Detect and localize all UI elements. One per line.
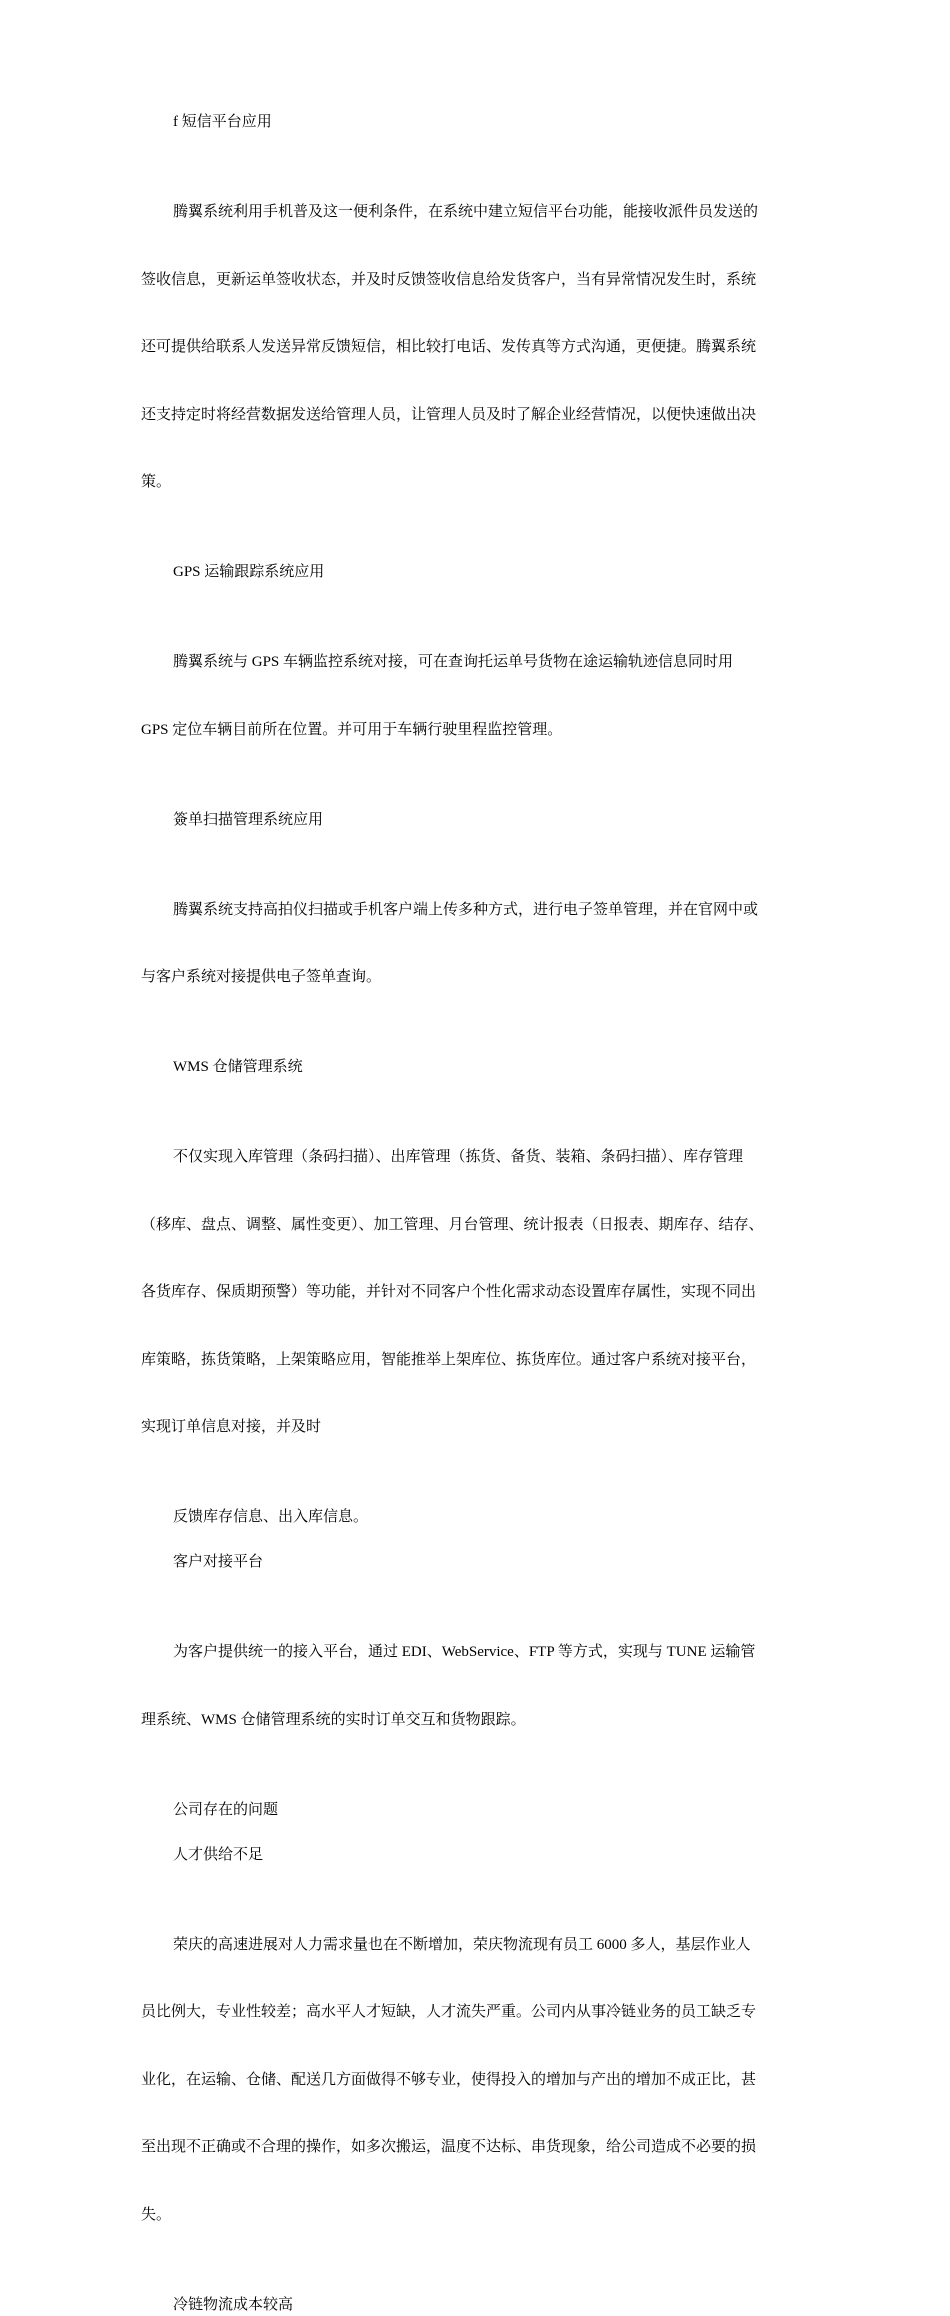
- paragraph-line: 至出现不正确或不合理的操作，如多次搬运，温度不达标、串货现象，给公司造成不必要的损: [141, 2136, 821, 2159]
- paragraph-line: 签收信息，更新运单签收状态，并及时反馈签收信息给发货客户，当有异常情况发生时，系统: [141, 269, 821, 292]
- paragraph-line: 不仅实现入库管理（条码扫描）、出库管理（拣货、备货、装箱、条码扫描）、库存管理: [141, 1146, 821, 1169]
- paragraph-line: 还支持定时将经营数据发送给管理人员，让管理人员及时了解企业经营情况，以便快速做出决: [141, 404, 821, 427]
- paragraph-sms: [141, 156, 821, 539]
- document-page: [141, 111, 821, 2316]
- paragraph-line: 腾翼系统支持高拍仪扫描或手机客户端上传多种方式，进行电子签单管理，并在官网中或: [141, 899, 821, 922]
- paragraph-line: 库策略，拣货策略，上架策略应用，智能推举上架库位、拣货库位。通过客户系统对接平台，: [141, 1349, 821, 1372]
- section-heading-talent-shortage: 人才供给不足: [141, 1844, 821, 1867]
- section-heading-cold-chain-cost: 冷链物流成本较高: [141, 2294, 821, 2316]
- paragraph-gps: [141, 606, 821, 786]
- paragraph-line: 员比例大，专业性较差；高水平人才短缺，人才流失严重。公司内从事冷链业务的员工缺乏专: [141, 2001, 821, 2024]
- paragraph-line: 策。: [141, 471, 821, 494]
- paragraph-line: 荣庆的高速进展对人力需求量也在不断增加，荣庆物流现有员工 6000 多人，基层作业人: [141, 1934, 821, 1957]
- paragraph-line: 与客户系统对接提供电子签单查询。: [141, 966, 821, 989]
- paragraph-customer-platform: [141, 1596, 821, 1776]
- section-heading-sms: f 短信平台应用: [141, 111, 821, 134]
- paragraph-wms: [141, 1101, 821, 1484]
- section-heading-wms: WMS 仓储管理系统: [141, 1056, 821, 1079]
- paragraph-line: （移库、盘点、调整、属性变更）、加工管理、月台管理、统计报表（日报表、期库存、结存、: [141, 1214, 821, 1237]
- paragraph-line: 各货库存、保质期预警）等功能，并针对不同客户个性化需求动态设置库存属性，实现不同出: [141, 1281, 821, 1304]
- section-heading-customer-platform: 客户对接平台: [141, 1551, 821, 1574]
- paragraph-line: 还可提供给联系人发送异常反馈短信，相比较打电话、发传真等方式沟通，更便捷。腾翼系统: [141, 336, 821, 359]
- paragraph-line: 为客户提供统一的接入平台，通过 EDI、WebService、FTP 等方式，实现与 TUNE 运输管: [141, 1641, 821, 1664]
- paragraph-line: GPS 定位车辆目前所在位置。并可用于车辆行驶里程监控管理。: [141, 719, 821, 742]
- section-heading-company-problems: 公司存在的问题: [141, 1799, 821, 1822]
- section-heading-gps: GPS 运输跟踪系统应用: [141, 561, 821, 584]
- section-heading-signature-scan: 簽单扫描管理系统应用: [141, 809, 821, 832]
- paragraph-feedback: 反馈库存信息、出入库信息。: [141, 1506, 821, 1529]
- paragraph-signature-scan: [141, 854, 821, 1034]
- paragraph-line: 腾翼系统利用手机普及这一便利条件，在系统中建立短信平台功能，能接收派件员发送的: [141, 201, 821, 224]
- paragraph-line: 实现订单信息对接，并及时: [141, 1416, 821, 1439]
- paragraph-line: 业化，在运输、仓储、配送几方面做得不够专业，使得投入的增加与产出的增加不成正比，甚: [141, 2069, 821, 2092]
- paragraph-line: 腾翼系统与 GPS 车辆监控系统对接，可在查询托运单号货物在途运输轨迹信息同时用: [141, 651, 821, 674]
- paragraph-talent-shortage: [141, 1889, 821, 2272]
- paragraph-line: 理系统、WMS 仓储管理系统的实时订单交互和货物跟踪。: [141, 1709, 821, 1732]
- paragraph-line: 失。: [141, 2204, 821, 2227]
